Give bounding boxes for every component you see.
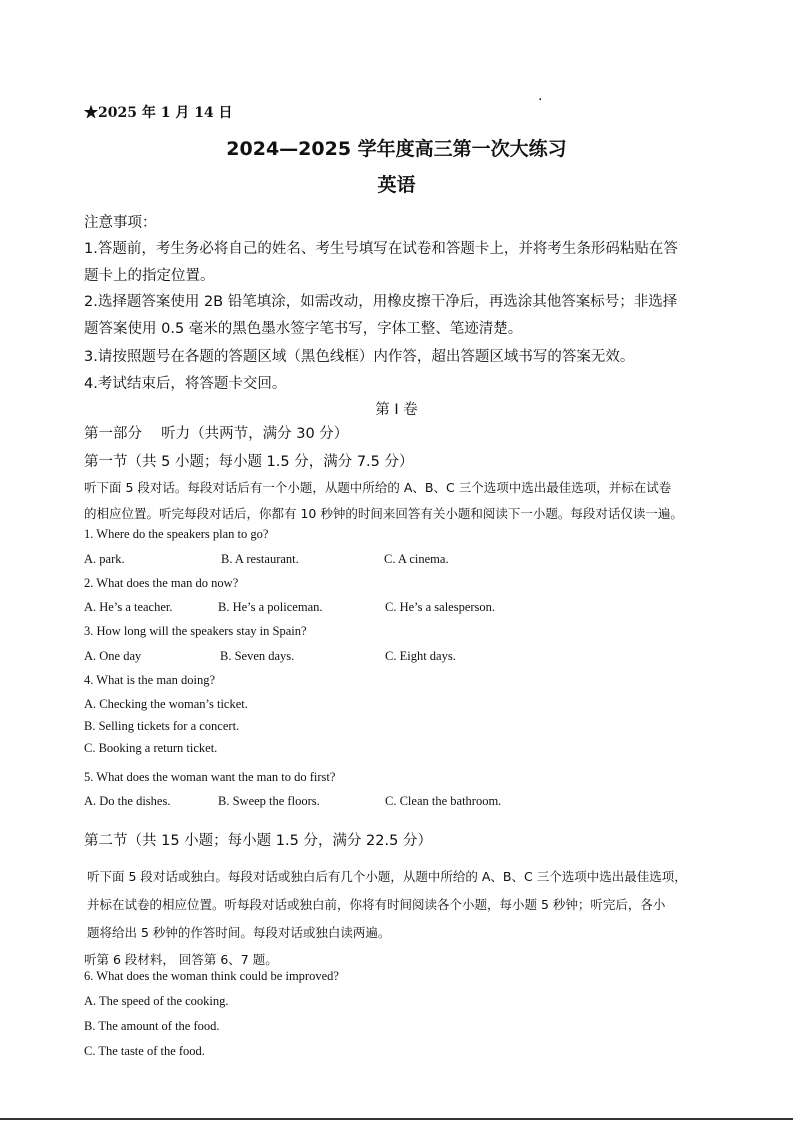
notice-item-1-line-2: 题卡上的指定位置。 xyxy=(84,268,215,284)
question-1-option-b: B. A restaurant. xyxy=(221,552,299,566)
section1-instruction-line-2: 的相应位置。听完每段对话后，你都有 10 秒钟的时间来回答有关小题和阅读下一小题。每段对话仅读一遍。 xyxy=(84,506,683,521)
question-6-option-b: B. The amount of the food. xyxy=(84,1019,220,1033)
question-5-option-c: C. Clean the bathroom. xyxy=(385,794,502,808)
question-2: 2. What does the man do now? xyxy=(84,576,239,590)
exam-title: 2024—2025 学年度高三第一次大练习 xyxy=(226,138,567,160)
notice-item-2-line-2: 题答案使用 0.5 毫米的黑色墨水签字笔书写，字体工整、笔迹清楚。 xyxy=(84,321,523,337)
part1-heading: 第一部分 听力（共两节，满分 30 分） xyxy=(84,426,349,442)
decorative-dot: · xyxy=(538,92,543,108)
notice-heading: 注意事项： xyxy=(84,215,157,231)
question-5-option-b: B. Sweep the floors. xyxy=(218,794,320,808)
section2-instruction-line-3: 题将给出 5 秒钟的作答时间。每段对话或独白读两遍。 xyxy=(87,925,391,940)
question-3-option-a: A. One day xyxy=(84,649,142,663)
question-6-option-a: A. The speed of the cooking. xyxy=(84,994,229,1008)
material-6-label: 听第 6 段材料， 回答第 6、7 题。 xyxy=(84,952,278,967)
volume-label: 第 I 卷 xyxy=(375,402,418,418)
question-2-option-b: B. He’s a policeman. xyxy=(218,600,323,614)
section1-heading: 第一节（共 5 小题；每小题 1.5 分，满分 7.5 分） xyxy=(84,454,414,470)
notice-item-2-line-1: 2.选择题答案使用 2B 铅笔填涂，如需改动，用橡皮擦干净后，再选涂其他答案标号；非选择 xyxy=(84,294,678,310)
question-1-option-c: C. A cinema. xyxy=(384,552,449,566)
question-3-option-b: B. Seven days. xyxy=(220,649,295,663)
question-3-option-c: C. Eight days. xyxy=(385,649,456,663)
exam-subject: 英语 xyxy=(377,174,416,196)
section2-instruction-line-2: 并标在试卷的相应位置。听每段对话或独白前，你将有时间阅读各个小题，每小题 5 秒钟；听完后，各小 xyxy=(87,897,666,912)
section1-instruction-line-1: 听下面 5 段对话。每段对话后有一个小题，从题中所给的 A、B、C 三个选项中选出最佳选项，并标在试卷 xyxy=(84,480,672,495)
question-2-option-c: C. He’s a salesperson. xyxy=(385,600,496,614)
question-4-option-c: C. Booking a return ticket. xyxy=(84,741,218,755)
question-4: 4. What is the man doing? xyxy=(84,673,215,687)
question-1-option-a: A. park. xyxy=(84,552,125,566)
section2-instruction-line-1: 听下面 5 段对话或独白。每段对话或独白后有几个小题，从题中所给的 A、B、C 三个选项中选出最佳选项， xyxy=(87,869,687,884)
notice-item-1-line-1: 1.答题前，考生务必将自己的姓名、考生号填写在试卷和答题卡上，并将考生条形码粘贴在答 xyxy=(84,241,678,257)
question-4-option-b: B. Selling tickets for a concert. xyxy=(84,719,240,733)
notice-item-4: 4.考试结束后，将答题卡交回。 xyxy=(84,376,287,392)
question-3: 3. How long will the speakers stay in Spain? xyxy=(84,624,307,638)
section2-heading: 第二节（共 15 小题；每小题 1.5 分，满分 22.5 分） xyxy=(84,833,432,849)
question-6: 6. What does the woman think could be improved? xyxy=(84,969,339,983)
question-6-option-c: C. The taste of the food. xyxy=(84,1044,205,1058)
notice-item-3: 3.请按照题号在各题的答题区域（黑色线框）内作答，超出答题区域书写的答案无效。 xyxy=(84,349,635,365)
question-5-option-a: A. Do the dishes. xyxy=(84,794,171,808)
exam-date: ★2025 年 1 月 14 日 xyxy=(84,105,233,121)
question-5: 5. What does the woman want the man to do first? xyxy=(84,770,336,784)
page-bottom-rule xyxy=(0,1118,793,1120)
question-1: 1. Where do the speakers plan to go? xyxy=(84,527,269,541)
question-4-option-a: A. Checking the woman’s ticket. xyxy=(84,697,248,711)
question-2-option-a: A. He’s a teacher. xyxy=(84,600,173,614)
